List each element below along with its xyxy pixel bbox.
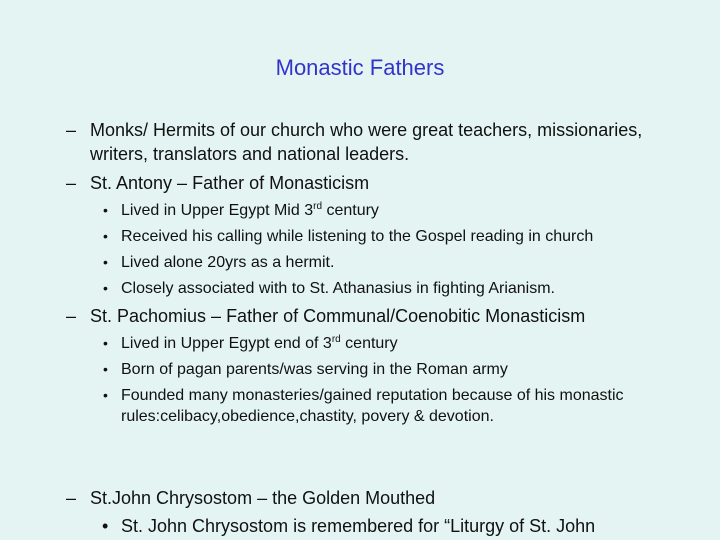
bullet-dot: • xyxy=(102,516,109,536)
sub-item-text: Received his calling while listening to the Gospel reading in church xyxy=(121,228,594,245)
list-item-text: St. Pachomius – Father of Communal/Coenobitic Monasticism xyxy=(90,306,586,326)
sub-item-text: Lived in Upper Egypt Mid 3rd century xyxy=(121,201,379,219)
dash-bullet: – xyxy=(66,173,77,193)
sub-item-text: Founded many monasteries/gained reputation because of his monastic rules:celibacy,obedience,chastity, povery & devotion. xyxy=(121,387,624,425)
bullet-dot: • xyxy=(103,335,108,351)
slide-title: Monastic Fathers xyxy=(275,55,445,80)
bullet-dot: • xyxy=(103,280,108,296)
list-item-monks xyxy=(66,118,686,166)
list-item-chrysostom xyxy=(66,486,686,510)
list-item-text: Monks/ Hermits of our church who were great teachers, missionaries, writers, translators and national leaders. xyxy=(90,120,643,164)
sub-item-text: St. John Chrysostom is remembered for “Liturgy of St. John xyxy=(121,516,596,536)
sub-item-pachomius-3 xyxy=(103,385,683,427)
bullet-dot: • xyxy=(103,228,108,244)
dash-bullet: – xyxy=(66,120,77,140)
list-item-antony xyxy=(66,171,686,195)
dash-bullet: – xyxy=(66,306,77,326)
sub-item-text: Lived in Upper Egypt end of 3rd century xyxy=(121,334,398,352)
dash-bullet: – xyxy=(66,488,77,508)
sub-item-antony-4 xyxy=(103,278,683,299)
sub-item-text: Lived alone 20yrs as a hermit. xyxy=(121,254,335,271)
sub-item-text: Born of pagan parents/was serving in the Roman army xyxy=(121,361,508,378)
sub-item-pachomius-1 xyxy=(103,333,683,354)
sub-item-antony-3 xyxy=(103,252,683,273)
sub-item-chrysostom-1 xyxy=(102,514,702,538)
sub-item-text: Closely associated with to St. Athanasius in fighting Arianism. xyxy=(121,280,555,297)
bullet-dot: • xyxy=(103,361,108,377)
list-item-text: St. Antony – Father of Monasticism xyxy=(90,173,370,193)
bullet-dot: • xyxy=(103,387,108,403)
list-item-pachomius xyxy=(66,304,686,328)
list-item-text: St.John Chrysostom – the Golden Mouthed xyxy=(90,488,436,508)
bullet-dot: • xyxy=(103,254,108,270)
bullet-dot: • xyxy=(103,202,108,218)
sub-item-pachomius-2 xyxy=(103,359,683,380)
sub-item-antony-1 xyxy=(103,200,683,221)
sub-item-antony-2 xyxy=(103,226,683,247)
